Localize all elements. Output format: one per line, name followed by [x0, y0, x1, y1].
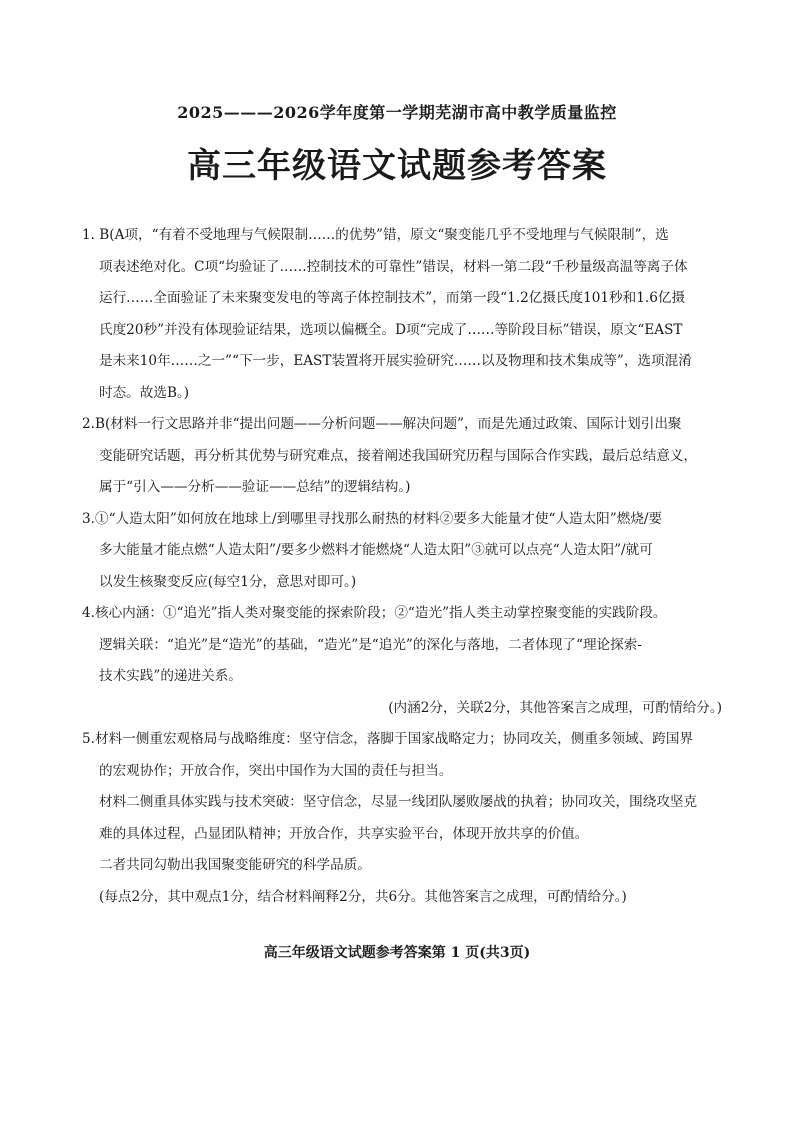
answer-5-line-1: 5.材料一侧重宏观格局与战略维度：坚守信念，落脚于国家战略定力；协同攻关，侧重多领域、跨国界 — [82, 731, 694, 747]
answer-2-line-2: 变能研究话题，再分析其优势与研究难点，接着阐述我国研究历程与国际合作实践，最后总结意义， — [99, 447, 698, 464]
answer-1-line-6: 时态。故选B。) — [99, 384, 190, 401]
answer-3 — [82, 504, 722, 599]
answer-1-line-2: 项表述绝对化。C项“均验证了……控制技术的可靠性”错误，材料一第二段“千秒量级高温等离子体 — [99, 258, 688, 275]
page-title: 高三年级语文试题参考答案 — [187, 146, 607, 186]
answer-3-line-3: 以发生核聚变反应(每空1分，意思对即可。) — [99, 573, 357, 590]
answer-5-line-3: 材料二侧重具体实践与技术突破：坚守信念，尽显一线团队屡败屡战的执着；协同攻关，围绕攻坚克 — [99, 794, 698, 810]
answer-4-line-2: 逻辑关联：“追光”是“造光”的基础，“造光”是“追光”的深化与落地，二者体现了“理论探索- — [99, 636, 642, 653]
answer-2 — [82, 409, 722, 504]
answer-2-line-1: 2.B(材料一行文思路并非“提出问题——分析问题——解决问题”，而是先通过政策、国际计划引出聚 — [82, 416, 682, 432]
answer-1-line-1: 1. B(A项，“有着不受地理与气候限制……的优势”错，原文“聚变能几乎不受地理与气候限制”，选 — [82, 227, 669, 243]
answer-1 — [82, 220, 722, 409]
answer-1-line-3: 运行……全面验证了未来聚变发电的等离子体控制技术”，而第一段“1.2亿摄氏度101秒和1.6亿摄 — [99, 290, 686, 306]
answer-5-line-5: 二者共同勾勒出我国聚变能研究的科学品质。 — [99, 857, 371, 873]
answer-5-scoring: (每点2分，其中观点1分，结合材料阐释2分，共6分。其他答案言之成理，可酌情给分。) — [99, 888, 627, 905]
page-footer: 高三年级语文试题参考答案第 1 页(共3页) — [263, 945, 531, 961]
answer-5 — [82, 724, 722, 913]
answer-4-line-1: 4.核心内涵：①“追光”指人类对聚变能的探索阶段；②“造光”指人类主动掌控聚变能的实践阶段。 — [82, 605, 667, 621]
answer-5-line-4: 难的具体过程，凸显团队精神；开放合作，共享实验平台，体现开放共享的价值。 — [99, 825, 589, 842]
answer-5-line-2: 的宏观协作；开放合作，突出中国作为大国的责任与担当。 — [99, 762, 453, 779]
answer-3-line-2: 多大能量才能点燃“人造太阳”/要多少燃料才能燃烧“人造太阳”③就可以点亮“人造太阳”/就可 — [99, 542, 653, 558]
answer-4 — [82, 598, 722, 724]
answer-4-line-3: 技术实践”的递进关系。 — [99, 668, 242, 684]
answer-list — [82, 220, 722, 913]
answer-1-line-4: 氏度20秒”并没有体现验证结果，选项以偏概全。D项“完成了……等阶段目标”错误，原文“EAST — [99, 321, 683, 338]
answer-4-scoring: (内涵2分，关联2分，其他答案言之成理，可酌情给分。) — [388, 699, 722, 716]
exam-subtitle: 2025———2026学年度第一学期芜湖市高中教学质量监控 — [177, 103, 617, 122]
answer-2-line-3: 属于“引入——分析——验证——总结”的逻辑结构。) — [99, 479, 411, 495]
answer-1-line-5: 是未来10年……之一”“下一步，EAST装置将开展实验研究……以及物理和技术集成等”，选项混淆 — [99, 353, 692, 369]
answer-3-line-1: 3.①“人造太阳”如何放在地球上/到哪里寻找那么耐热的材料②要多大能量才使“人造太阳”燃烧/要 — [82, 510, 663, 527]
